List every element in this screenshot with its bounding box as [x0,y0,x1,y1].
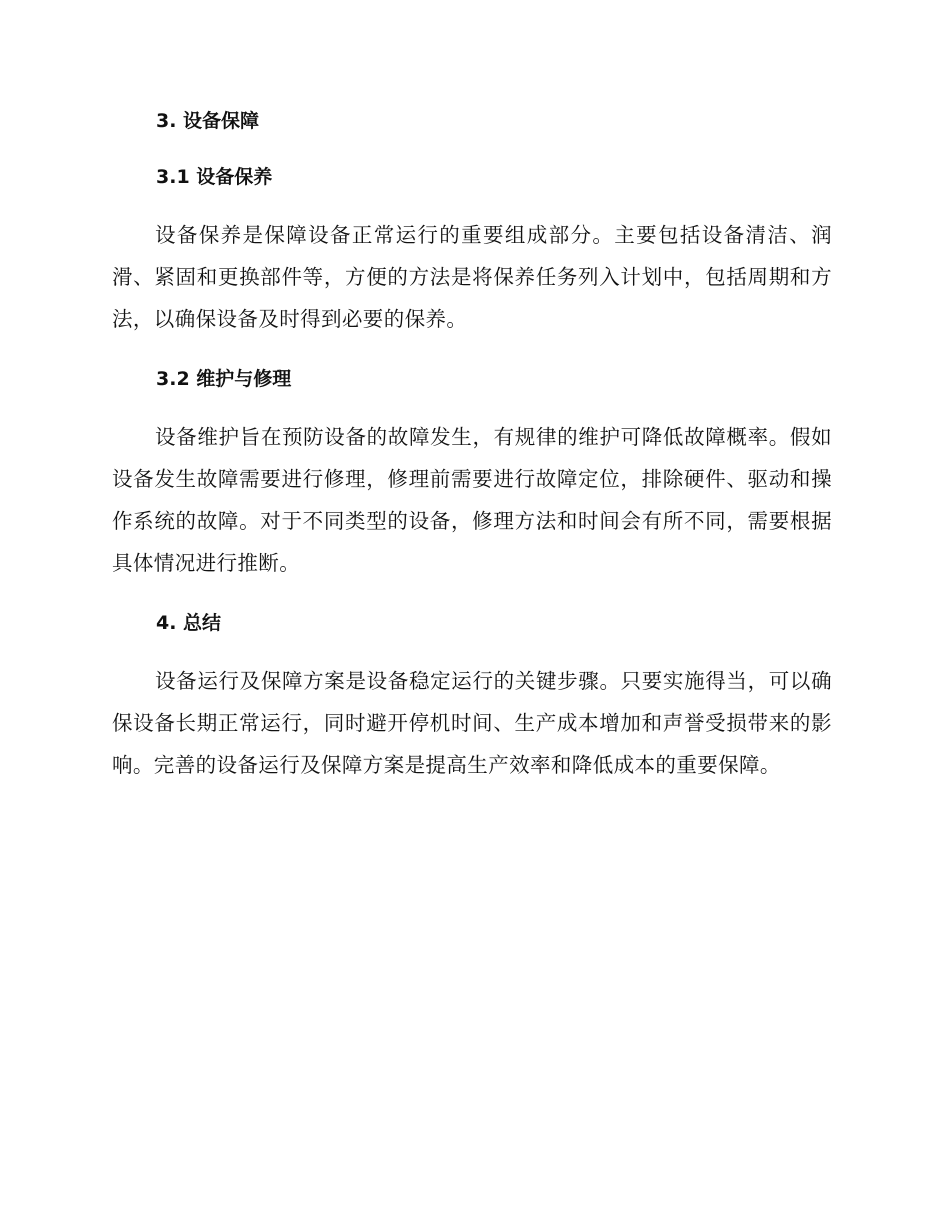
paragraph-maintenance-repair: 设备维护旨在预防设备的故障发生，有规律的维护可降低故障概率。假如设备发生故障需要进行修理，修理前需要进行故障定位，排除硬件、驱动和操作系统的故障。对于不同类型的设备，修理方法和时间会有所不同，需要根据具体情况进行推断。 [112,425,832,575]
paragraph-equipment-maintenance: 设备保养是保障设备正常运行的重要组成部分。主要包括设备清洁、润滑、紧固和更换部件等，方便的方法是将保养任务列入计划中，包括周期和方法，以确保设备及时得到必要的保养。 [112,223,832,331]
section-heading-3-1: 3.1 设备保养 [156,166,273,188]
section-heading-4: 4. 总结 [156,612,222,634]
section-heading-3: 3. 设备保障 [156,110,260,132]
paragraph-summary: 设备运行及保障方案是设备稳定运行的关键步骤。只要实施得当，可以确保设备长期正常运行，同时避开停机时间、生产成本增加和声誉受损带来的影响。完善的设备运行及保障方案是提高生产效率和降低成本的重要保障。 [112,669,832,777]
document-page [112,108,832,786]
section-heading-3-2: 3.2 维护与修理 [156,368,292,390]
